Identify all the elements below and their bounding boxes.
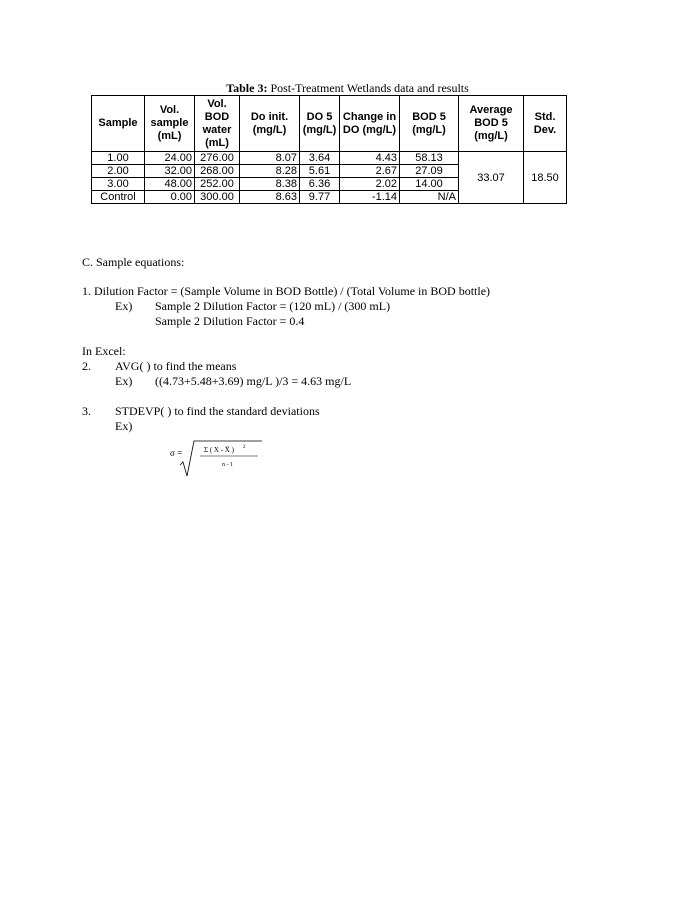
header-do5: DO 5 (mg/L) (300, 96, 340, 152)
cell-bod5: 14.00 (400, 178, 459, 191)
cell-do5: 5.61 (300, 165, 340, 178)
header-vol-bod-water: Vol. BOD water (mL) (195, 96, 240, 152)
cell-do-init: 8.07 (240, 152, 300, 165)
cell-vol-bod-water: 268.00 (195, 165, 240, 178)
formula-sigma: σ = (170, 448, 183, 458)
cell-sample: 2.00 (92, 165, 145, 178)
cell-vol-bod-water: 276.00 (195, 152, 240, 165)
item-2-example-label: Ex) (115, 374, 133, 388)
header-vol-sample: Vol. sample (mL) (145, 96, 195, 152)
formula-exponent: 2 (243, 445, 246, 450)
item-3-number: 3. (82, 404, 91, 418)
cell-sample: Control (92, 191, 145, 204)
cell-do-init: 8.38 (240, 178, 300, 191)
equation-1-example-line-2: Sample 2 Dilution Factor = 0.4 (155, 314, 305, 328)
cell-do-init: 8.63 (240, 191, 300, 204)
cell-vol-sample: 0.00 (145, 191, 195, 204)
equation-1-example-line-1: Sample 2 Dilution Factor = (120 mL) / (300 mL) (155, 299, 391, 313)
cell-do5: 6.36 (300, 178, 340, 191)
cell-vol-bod-water: 300.00 (195, 191, 240, 204)
cell-vol-sample: 32.00 (145, 165, 195, 178)
equation-1: 1. Dilution Factor = (Sample Volume in BOD Bottle) / (Total Volume in BOD bottle) (82, 284, 491, 298)
cell-do5: 9.77 (300, 191, 340, 204)
table-row (92, 152, 567, 165)
item-2-example-text: ((4.73+5.48+3.69) mg/L )/3 = 4.63 mg/L (155, 374, 352, 388)
header-do-init: Do init. (mg/L) (240, 96, 300, 152)
item-3-example-label: Ex) (115, 419, 133, 433)
formula-denominator: n - 1 (222, 462, 233, 468)
header-change-do: Change in DO (mg/L) (340, 96, 400, 152)
cell-vol-sample: 24.00 (145, 152, 195, 165)
formula-numerator: Σ ( X - X̄ ) (204, 446, 234, 454)
equation-1-example-label: Ex) (115, 299, 133, 313)
table-header-row (92, 96, 567, 152)
cell-change-do: 4.43 (340, 152, 400, 165)
caption-label: Table 3: (226, 81, 268, 95)
cell-bod5: 58.13 (400, 152, 459, 165)
cell-average-bod5: 33.07 (459, 152, 524, 204)
item-2-number: 2. (82, 359, 91, 373)
header-bod5: BOD 5 (mg/L) (400, 96, 459, 152)
cell-change-do: 2.67 (340, 165, 400, 178)
header-std-dev: Std. Dev. (524, 96, 567, 152)
cell-change-do: -1.14 (340, 191, 400, 204)
cell-do5: 3.64 (300, 152, 340, 165)
cell-vol-sample: 48.00 (145, 178, 195, 191)
caption-text: Post-Treatment Wetlands data and results (267, 81, 469, 95)
std-dev-formula (170, 438, 280, 478)
cell-change-do: 2.02 (340, 178, 400, 191)
section-heading: C. Sample equations: (82, 255, 185, 269)
cell-bod5: 27.09 (400, 165, 459, 178)
header-average-bod5: Average BOD 5 (mg/L) (459, 96, 524, 152)
table-caption (0, 81, 695, 96)
cell-vol-bod-water: 252.00 (195, 178, 240, 191)
cell-sample: 3.00 (92, 178, 145, 191)
item-3-text: STDEVP( ) to find the standard deviations (115, 404, 320, 418)
cell-do-init: 8.28 (240, 165, 300, 178)
item-2-text: AVG( ) to find the means (115, 359, 237, 373)
excel-heading: In Excel: (82, 344, 126, 358)
cell-sample: 1.00 (92, 152, 145, 165)
cell-bod5: N/A (400, 191, 459, 204)
header-sample: Sample (92, 96, 145, 152)
results-table (91, 95, 567, 204)
cell-std-dev: 18.50 (524, 152, 567, 204)
